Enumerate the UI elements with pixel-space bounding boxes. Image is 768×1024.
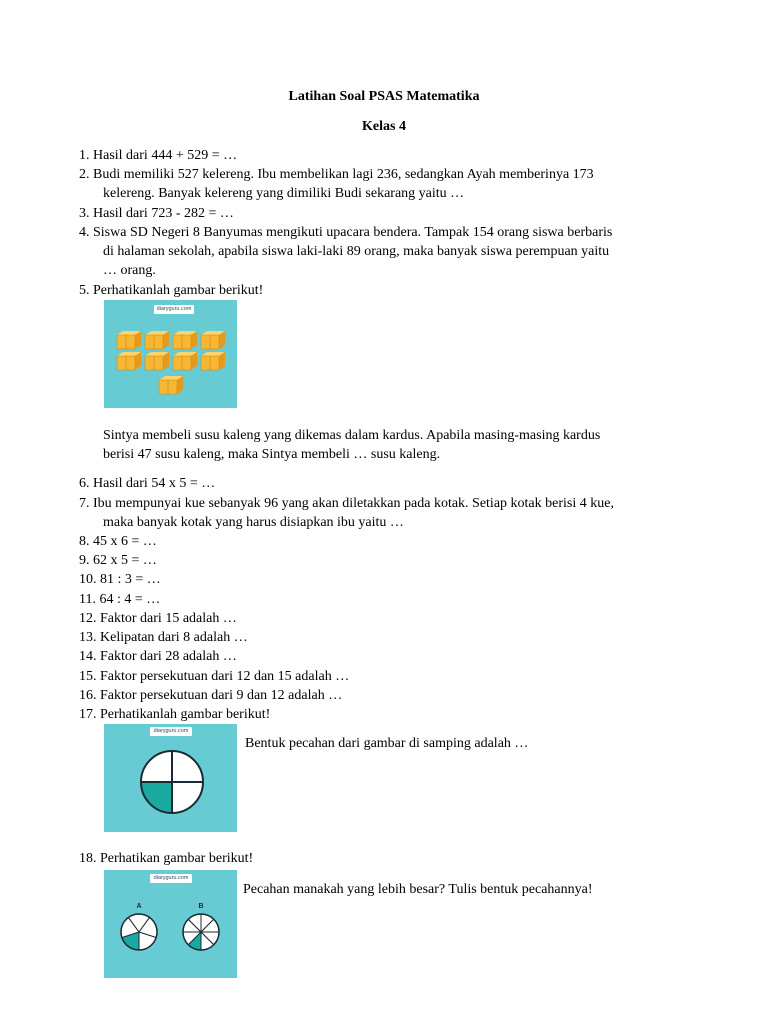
watermark: diaryguru.com (154, 305, 194, 314)
circle-b-label: B (198, 903, 204, 910)
question-6: 6. Hasil dari 54 x 5 = … (79, 476, 216, 491)
question-2-line-1: 2. Budi memiliki 527 kelereng. Ibu membelikan lagi 236, sedangkan Ayah memberinya 173 (79, 167, 594, 182)
question-14: 14. Faktor dari 28 adalah … (79, 649, 237, 664)
box-4 (201, 331, 225, 349)
circle-a-label: A (136, 903, 142, 910)
question-4-line-3: … orang. (103, 263, 156, 278)
box-3 (173, 331, 197, 349)
watermark: diaryguru.com (150, 874, 192, 883)
circle-fraction-drawing (104, 724, 237, 832)
watermark: diaryguru.com (150, 727, 192, 736)
question-4-line-2: di halaman sekolah, apabila siswa laki-laki 89 orang, maka banyak siswa perempuan yaitu (103, 244, 610, 259)
box-6 (145, 352, 169, 370)
figure-boxes (104, 300, 237, 408)
box-1 (117, 331, 141, 349)
question-18: 18. Perhatikan gambar berikut! (79, 851, 254, 866)
question-17: 17. Perhatikanlah gambar berikut! (79, 707, 271, 722)
boxes-drawing (104, 300, 237, 408)
question-5: 5. Perhatikanlah gambar berikut! (79, 283, 264, 298)
box-2 (145, 331, 169, 349)
question-5-text-line-2: berisi 47 susu kaleng, maka Sintya membeli … susu kaleng. (103, 447, 441, 462)
question-11: 11. 64 : 4 = … (79, 592, 161, 607)
question-9: 9. 62 x 5 = … (79, 553, 157, 568)
question-10: 10. 81 : 3 = … (79, 572, 161, 587)
question-5-text-line-1: Sintya membeli susu kaleng yang dikemas dalam kardus. Apabila masing-masing kardus (103, 428, 601, 443)
question-15: 15. Faktor persekutuan dari 12 dan 15 adalah … (79, 669, 350, 684)
question-16: 16. Faktor persekutuan dari 9 dan 12 adalah … (79, 688, 343, 703)
question-7-line-1: 7. Ibu mempunyai kue sebanyak 96 yang akan diletakkan pada kotak. Setiap kotak berisi 4 kue, (79, 496, 614, 511)
page-subtitle: Kelas 4 (362, 119, 406, 134)
figure-circle-fraction (104, 724, 237, 832)
question-18-text: Pecahan manakah yang lebih besar? Tulis bentuk pecahannya! (243, 882, 593, 897)
box-8 (201, 352, 225, 370)
circles-compare-drawing (104, 870, 237, 978)
question-3: 3. Hasil dari 723 - 282 = … (79, 206, 234, 221)
question-7-line-2: maka banyak kotak yang harus disiapkan ibu yaitu … (103, 515, 404, 530)
box-9 (159, 376, 183, 394)
question-8: 8. 45 x 6 = … (79, 534, 157, 549)
box-7 (173, 352, 197, 370)
question-1: 1. Hasil dari 444 + 529 = … (79, 148, 238, 163)
box-5 (117, 352, 141, 370)
figure-circles-compare (104, 870, 237, 978)
question-13: 13. Kelipatan dari 8 adalah … (79, 630, 248, 645)
question-12: 12. Faktor dari 15 adalah … (79, 611, 237, 626)
question-17-text: Bentuk pecahan dari gambar di samping adalah … (245, 736, 529, 751)
page-title: Latihan Soal PSAS Matematika (288, 89, 480, 104)
question-2-line-2: kelereng. Banyak kelereng yang dimiliki Budi sekarang yaitu … (103, 186, 465, 201)
question-4-line-1: 4. Siswa SD Negeri 8 Banyumas mengikuti upacara bendera. Tampak 154 orang siswa berbaris (79, 225, 613, 240)
